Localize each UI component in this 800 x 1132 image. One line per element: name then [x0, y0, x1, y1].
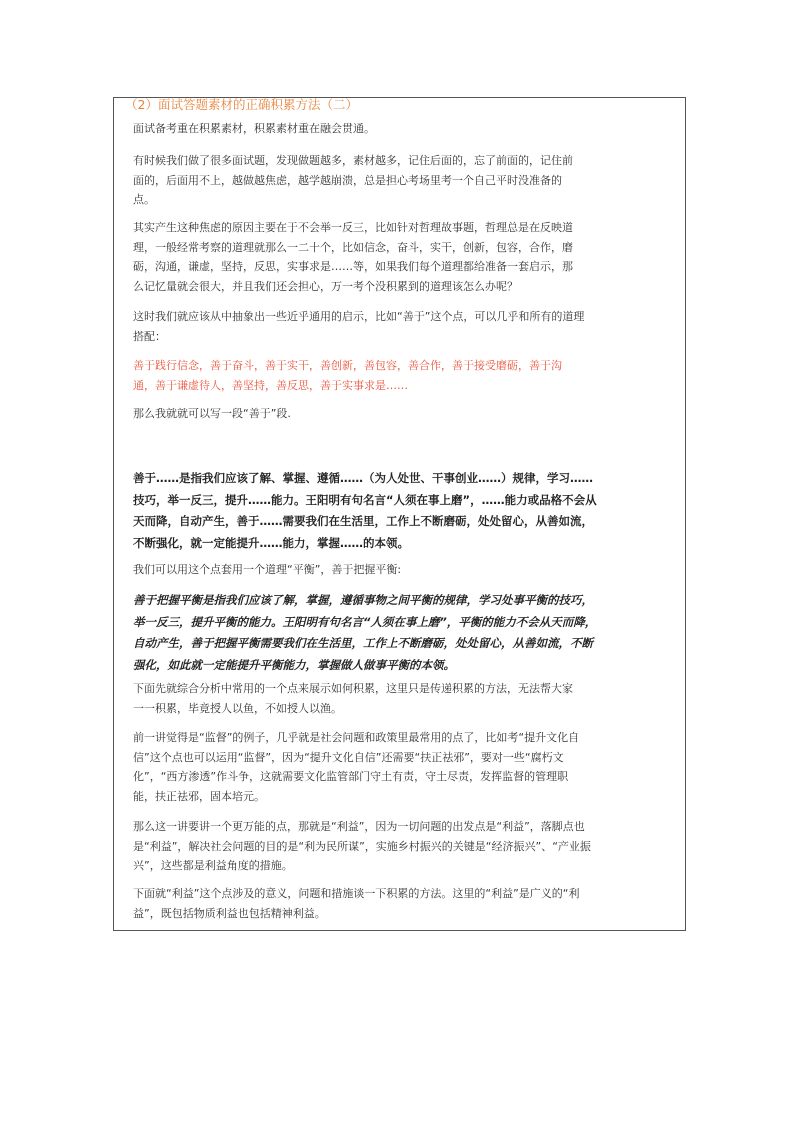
paragraph-examples: 善于践行信念，善于奋斗，善于实干，善创新，善包容，善合作，善于接受磨砺，善于沟 通，善于谦虚待人，善坚持，善反思，善于实事求是……: [133, 359, 562, 392]
paragraph-interest-detail: 下面就“利益”这个点涉及的意义，问题和措施谈一下积累的方法。这里的“利益”是广义的“利 益”，既包括物质利益也包括精神利益。: [133, 887, 580, 920]
paragraph-interest: 那么这一讲要讲一个更万能的点，那就是“利益”，因为一切问题的出发点是“利益”，落脚点也 是“利益”，解决社会问题的目的是“利为民所谋”，实施乡村振兴的关键是“经济振兴”、“产业振 兴”，这些都是利益角度的措施。: [133, 820, 591, 872]
paragraph-abstraction: 这时我们就应该从中抽象出一些近乎通用的启示，比如“善于”这个点，可以几乎和所有的道理 搭配：: [133, 310, 585, 343]
section-heading: （2）面试答题素材的正确积累方法（二）: [125, 97, 358, 112]
paragraph-intro: 面试备考重在积累素材，积累素材重在融会贯通。: [133, 122, 375, 135]
paragraph-supervision: 前一讲觉得是“监督”的例子，几乎就是社会问题和政策里最常用的点了，比如考“提升文化自 信”这个点也可以运用“监督”，因为“提升文化自信”还需要“扶正祛邪”，要对一些“腐朽文 化”，“西方渗透”作斗争，这就需要文化监管部门守土有责，守土尽责，发挥监督的管理职 能，扶正祛邪，固本培元。: [133, 731, 580, 803]
paragraph-problem: 有时候我们做了很多面试题，发现做题越多，素材越多，记住后面的，忘了前面的，记住前 面的，后面用不上，越做越焦虑，越学越崩溃，总是担心考场里考一个自己平时没准备的 点。: [133, 154, 573, 206]
paragraph-template: 善于……是指我们应该了解、掌握、遵循……（为人处世、干事创业……）规律，学习…… 技巧，举一反三，提升……能力。王阳明有句名言“人须在事上磨”，……能力或品格不会从 天而降，自动产生，善于……需要我们在生活里，工作上不断磨砺，处处留心，从善如流， 不断强化，就一定能提升……能力，掌握……的本领。: [133, 471, 597, 550]
paragraph-method: 下面先就综合分析中常用的一个点来展示如何积累，这里只是传递积累的方法，无法帮大家 一一积累，毕竟授人以鱼，不如授人以渔。: [133, 682, 573, 715]
paragraph-balance-intro: 我们可以用这个点套用一个道理“平衡”，善于把握平衡:: [133, 563, 402, 576]
paragraph-transition: 那么我就就可以写一段“善于”段.: [133, 407, 291, 420]
paragraph-cause: 其实产生这种焦虑的原因主要在于不会举一反三，比如针对哲理故事题，哲理总是在反映道 理，一般经常考察的道理就那么一二十个，比如信念，奋斗，实干，创新，包容，合作，磨 砺，沟通，谦虚，坚持，反思，实事求是……等，如果我们每个道理都给准备一套启示，那 么记忆量就会很大，并且我们还会担心，万一考个没积累到的道理该怎么办呢？: [133, 221, 573, 293]
paragraph-balance-example: 善于把握平衡是指我们应该了解，掌握，遵循事物之间平衡的规律，学习处事平衡的技巧， 举一反三，提升平衡的能力。王阳明有句名言“人须在事上磨”，平衡的能力不会从天而降， 自动产生，善于把握平衡需要我们在生活里，工作上不断磨砺，处处留心，从善如流，不断 强化，如此就一定能提升平衡能力，掌握做人做事平衡的本领。: [133, 593, 597, 672]
